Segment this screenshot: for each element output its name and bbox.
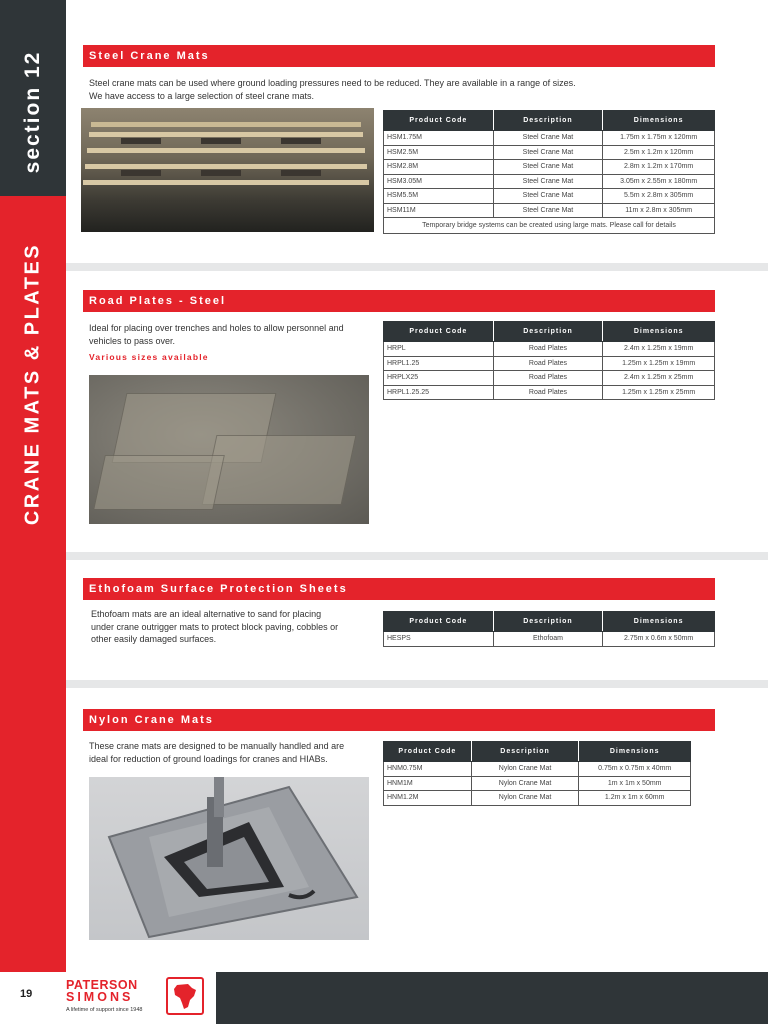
- table-row: [384, 160, 715, 175]
- product-description: Road Plates: [493, 356, 603, 371]
- column-header: Description: [493, 612, 603, 632]
- product-dimensions: 1.2m x 1m x 60mm: [579, 791, 691, 806]
- table-header-row: [384, 612, 715, 632]
- table-row: [384, 145, 715, 160]
- steel-crane-mats-table: [383, 110, 715, 234]
- column-header: Dimensions: [603, 322, 715, 342]
- nylon-crane-mats-photo: [89, 777, 369, 940]
- section-header-nylon-crane-mats: Nylon Crane Mats: [83, 709, 715, 731]
- column-header: Product Code: [384, 111, 494, 131]
- product-code: HSM1.75M: [384, 131, 494, 146]
- column-header: Product Code: [384, 612, 494, 632]
- product-code: HRPL1.25.25: [384, 385, 494, 400]
- column-header: Description: [471, 742, 579, 762]
- section-divider: [66, 263, 768, 271]
- intro-line: Steel crane mats can be used where ground loading pressures need to be reduced. They are available in a range of sizes.: [89, 78, 576, 88]
- product-dimensions: 3.05m x 2.55m x 180mm: [603, 174, 715, 189]
- table-row: [384, 371, 715, 386]
- product-dimensions: 1.25m x 1.25m x 19mm: [603, 356, 715, 371]
- product-dimensions: 2.75m x 0.6m x 50mm: [603, 632, 715, 647]
- table-row: [384, 342, 715, 357]
- column-header: Dimensions: [603, 111, 715, 131]
- table-header-row: [384, 322, 715, 342]
- ethofoam-table: [383, 611, 715, 647]
- product-code: HRPL1.25: [384, 356, 494, 371]
- section-divider: [66, 680, 768, 688]
- intro-line: Ethofoam mats are an ideal alternative to sand for placing: [91, 609, 322, 619]
- intro-line: under crane outrigger mats to protect block paving, cobbles or: [91, 621, 339, 632]
- table-row: [384, 356, 715, 371]
- product-dimensions: 2.4m x 1.25m x 19mm: [603, 342, 715, 357]
- table-row: [384, 791, 691, 806]
- road-plates-table: [383, 321, 715, 400]
- chapter-title: CRANE MATS & PLATES: [21, 242, 44, 526]
- product-description: Steel Crane Mat: [493, 160, 603, 175]
- nylon-crane-mats-intro: [89, 740, 379, 765]
- steel-crane-mats-photo: [81, 108, 374, 232]
- product-description: Steel Crane Mat: [493, 189, 603, 204]
- intro-line: We have access to a large selection of steel crane mats.: [89, 90, 314, 101]
- nylon-mat-illustration: [89, 777, 369, 940]
- column-header: Product Code: [384, 742, 472, 762]
- table-header-row: [384, 111, 715, 131]
- product-code: HSM11M: [384, 203, 494, 218]
- table-row: [384, 762, 691, 777]
- product-description: Nylon Crane Mat: [471, 776, 579, 791]
- product-description: Steel Crane Mat: [493, 174, 603, 189]
- product-code: HRPLX25: [384, 371, 494, 386]
- intro-line: vehicles to pass over.: [89, 335, 176, 346]
- section-header-steel-crane-mats: Steel Crane Mats: [83, 45, 715, 67]
- road-plates-photo: [89, 375, 369, 524]
- brand-tagline: A lifetime of support since 1948: [66, 1007, 143, 1013]
- table-row: [384, 203, 715, 218]
- africa-map-logo-icon: [166, 977, 204, 1015]
- brand-name-line: PATERSON: [66, 978, 138, 992]
- table-row: [384, 131, 715, 146]
- product-dimensions: 2.8m x 1.2m x 170mm: [603, 160, 715, 175]
- intro-line: These crane mats are designed to be manually handled and are: [89, 741, 345, 751]
- road-plates-intro: [89, 322, 379, 347]
- column-header: Product Code: [384, 322, 494, 342]
- intro-line: other easily damaged surfaces.: [91, 634, 217, 644]
- product-code: HNM0.75M: [384, 762, 472, 777]
- column-header: Dimensions: [603, 612, 715, 632]
- brand-logo-text: [66, 979, 138, 1003]
- table-header-row: [384, 742, 691, 762]
- product-dimensions: 1m x 1m x 50mm: [579, 776, 691, 791]
- product-code: HSM2.8M: [384, 160, 494, 175]
- product-code: HNM1.2M: [384, 791, 472, 806]
- table-note-row: [384, 218, 715, 234]
- steel-crane-mats-intro: [89, 77, 719, 102]
- product-description: Ethofoam: [493, 632, 603, 647]
- intro-line: Ideal for placing over trenches and holes to allow personnel and: [89, 323, 344, 333]
- table-row: [384, 174, 715, 189]
- product-description: Road Plates: [493, 342, 603, 357]
- product-description: Road Plates: [493, 371, 603, 386]
- intro-line: ideal for reduction of ground loadings for cranes and HIABs.: [89, 753, 328, 764]
- table-row: [384, 776, 691, 791]
- table-row: [384, 385, 715, 400]
- page-number: 19: [20, 988, 33, 1000]
- product-description: Steel Crane Mat: [493, 131, 603, 146]
- column-header: Description: [493, 111, 603, 131]
- column-header: Dimensions: [579, 742, 691, 762]
- product-dimensions: 11m x 2.8m x 305mm: [603, 203, 715, 218]
- product-code: HSM3.05M: [384, 174, 494, 189]
- product-description: Road Plates: [493, 385, 603, 400]
- sidebar-footer-panel: [0, 972, 66, 1024]
- brand-name-line: SIMONS: [66, 990, 134, 1004]
- product-dimensions: 1.25m x 1.25m x 25mm: [603, 385, 715, 400]
- product-dimensions: 1.75m x 1.75m x 120mm: [603, 131, 715, 146]
- product-code: HRPL: [384, 342, 494, 357]
- product-description: Steel Crane Mat: [493, 145, 603, 160]
- ethofoam-intro: [91, 608, 381, 646]
- product-dimensions: 5.5m x 2.8m x 305mm: [603, 189, 715, 204]
- section-header-road-plates: Road Plates - Steel: [83, 290, 715, 312]
- product-description: Nylon Crane Mat: [471, 762, 579, 777]
- section-divider: [66, 552, 768, 560]
- product-dimensions: 2.4m x 1.25m x 25mm: [603, 371, 715, 386]
- product-code: HNM1M: [384, 776, 472, 791]
- product-dimensions: 2.5m x 1.2m x 120mm: [603, 145, 715, 160]
- product-dimensions: 0.75m x 0.75m x 40mm: [579, 762, 691, 777]
- section-header-ethofoam: Ethofoam Surface Protection Sheets: [83, 578, 715, 600]
- section-label: section 12: [21, 50, 44, 174]
- product-code: HSM5.5M: [384, 189, 494, 204]
- product-description: Nylon Crane Mat: [471, 791, 579, 806]
- product-code: HESPS: [384, 632, 494, 647]
- table-row: [384, 632, 715, 647]
- sizes-available-note: Various sizes available: [89, 352, 209, 362]
- product-description: Steel Crane Mat: [493, 203, 603, 218]
- table-note: Temporary bridge systems can be created using large mats. Please call for details: [384, 218, 715, 234]
- column-header: Description: [493, 322, 603, 342]
- table-row: [384, 189, 715, 204]
- nylon-crane-mats-table: [383, 741, 691, 806]
- product-code: HSM2.5M: [384, 145, 494, 160]
- footer-bar: [216, 972, 768, 1024]
